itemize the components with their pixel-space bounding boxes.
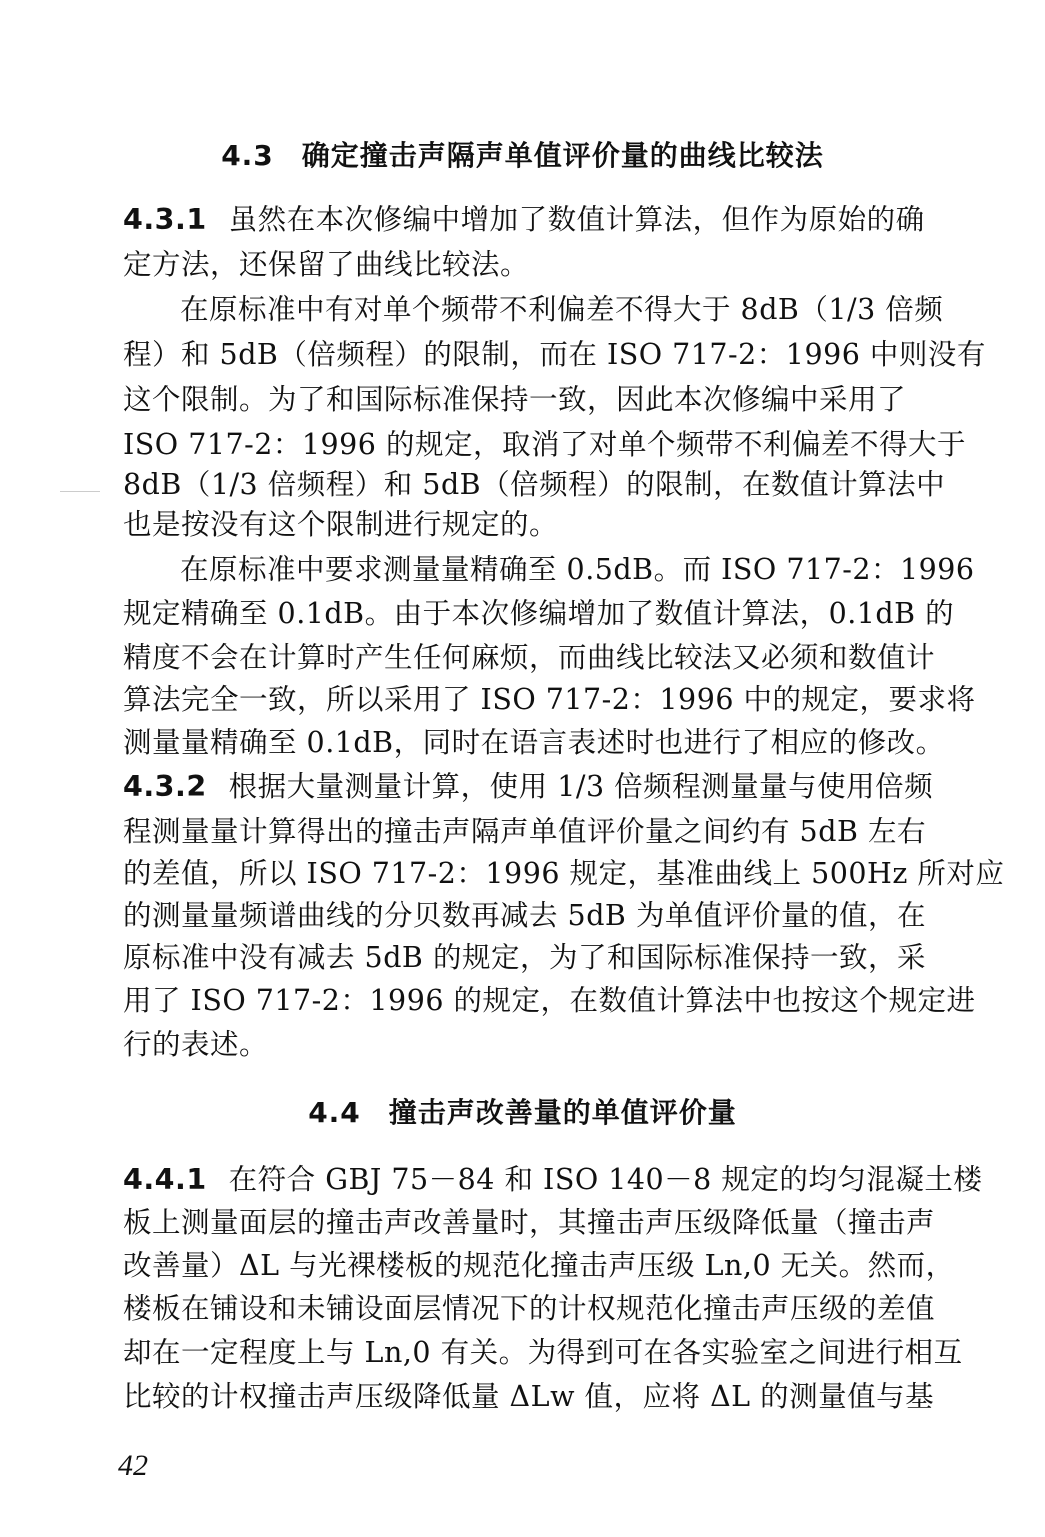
line-text: 虽然在本次修编中增加了数值计算法，但作为原始的确 [228,203,925,236]
paragraph-line: 规定精确至 0.1dB。由于本次修编增加了数值计算法，0.1dB 的 [123,597,955,630]
section-title: 撞击声改善量的单值评价量 [388,1096,737,1129]
clause-number: 4.4.1 [123,1163,207,1196]
page-number: 42 [118,1449,148,1482]
paragraph-line: 楼板在铺设和未铺设面层情况下的计权规范化撞击声压级的差值 [123,1292,936,1325]
paragraph-line: 在原标准中有对单个频带不利偏差不得大于 8dB（1/3 倍频 [180,293,944,326]
paragraph-line: 8dB（1/3 倍频程）和 5dB（倍频程）的限制，在数值计算法中 [123,468,946,501]
section-number: 4.3 [221,139,274,172]
paragraph-line: 比较的计权撞击声压级降低量 ΔLw 值，应将 ΔL 的测量值与基 [123,1380,935,1413]
section-title: 确定撞击声隔声单值评价量的曲线比较法 [301,139,824,172]
section-heading-4-4 [0,1093,1045,1133]
paragraph-line: 定方法，还保留了曲线比较法。 [123,248,530,281]
paragraph-line: 原标准中没有减去 5dB 的规定，为了和国际标准保持一致，采 [123,941,926,974]
section-number: 4.4 [308,1096,361,1129]
paragraph-line: 算法完全一致，所以采用了 ISO 717-2：1996 中的规定，要求将 [123,683,976,716]
clause-number: 4.3.2 [123,770,207,803]
paragraph-line: 板上测量面层的撞击声改善量时，其撞击声压级降低量（撞击声 [123,1206,936,1239]
paragraph-line: 测量量精确至 0.1dB，同时在语言表述时也进行了相应的修改。 [123,726,945,759]
line-text: 根据大量测量计算，使用 1/3 倍频程测量量与使用倍频 [228,770,934,803]
paragraph-line: 的差值，所以 ISO 717-2：1996 规定，基准曲线上 500Hz 所对应 [123,857,1005,890]
paragraph-line [123,1160,983,1200]
paragraph-line: ISO 717-2：1996 的规定，取消了对单个频带不利偏差不得大于 [123,428,966,461]
paragraph-line: 在原标准中要求测量量精确至 0.5dB。而 ISO 717-2：1996 [180,553,975,586]
line-text: 在符合 GBJ 75－84 和 ISO 140－8 规定的均匀混凝土楼 [228,1163,983,1196]
paragraph-line: 程测量量计算得出的撞击声隔声单值评价量之间约有 5dB 左右 [123,815,926,848]
section-heading-4-3 [0,136,1045,176]
scan-mark [60,491,100,492]
paragraph-line [123,200,941,240]
paragraph-line: 也是按没有这个限制进行规定的。 [123,508,559,541]
paragraph-line: 用了 ISO 717-2：1996 的规定，在数值计算法中也按这个规定进 [123,984,976,1017]
paragraph-line: 精度不会在计算时产生任何麻烦，而曲线比较法又必须和数值计 [123,641,936,674]
paragraph-line: 程）和 5dB（倍频程）的限制，而在 ISO 717-2：1996 中则没有 [123,338,986,371]
clause-number: 4.3.1 [123,203,207,236]
paragraph-line [123,767,941,807]
paragraph-line: 改善量）ΔL 与光裸楼板的规范化撞击声压级 Ln,0 无关。然而， [123,1249,955,1282]
paragraph-line: 却在一定程度上与 Ln,0 有关。为得到可在各实验室之间进行相互 [123,1336,963,1369]
paragraph-line: 的测量量频谱曲线的分贝数再减去 5dB 为单值评价量的值，在 [123,899,926,932]
paragraph-line: 这个限制。为了和国际标准保持一致，因此本次修编中采用了 [123,383,907,416]
paragraph-line: 行的表述。 [123,1028,269,1061]
